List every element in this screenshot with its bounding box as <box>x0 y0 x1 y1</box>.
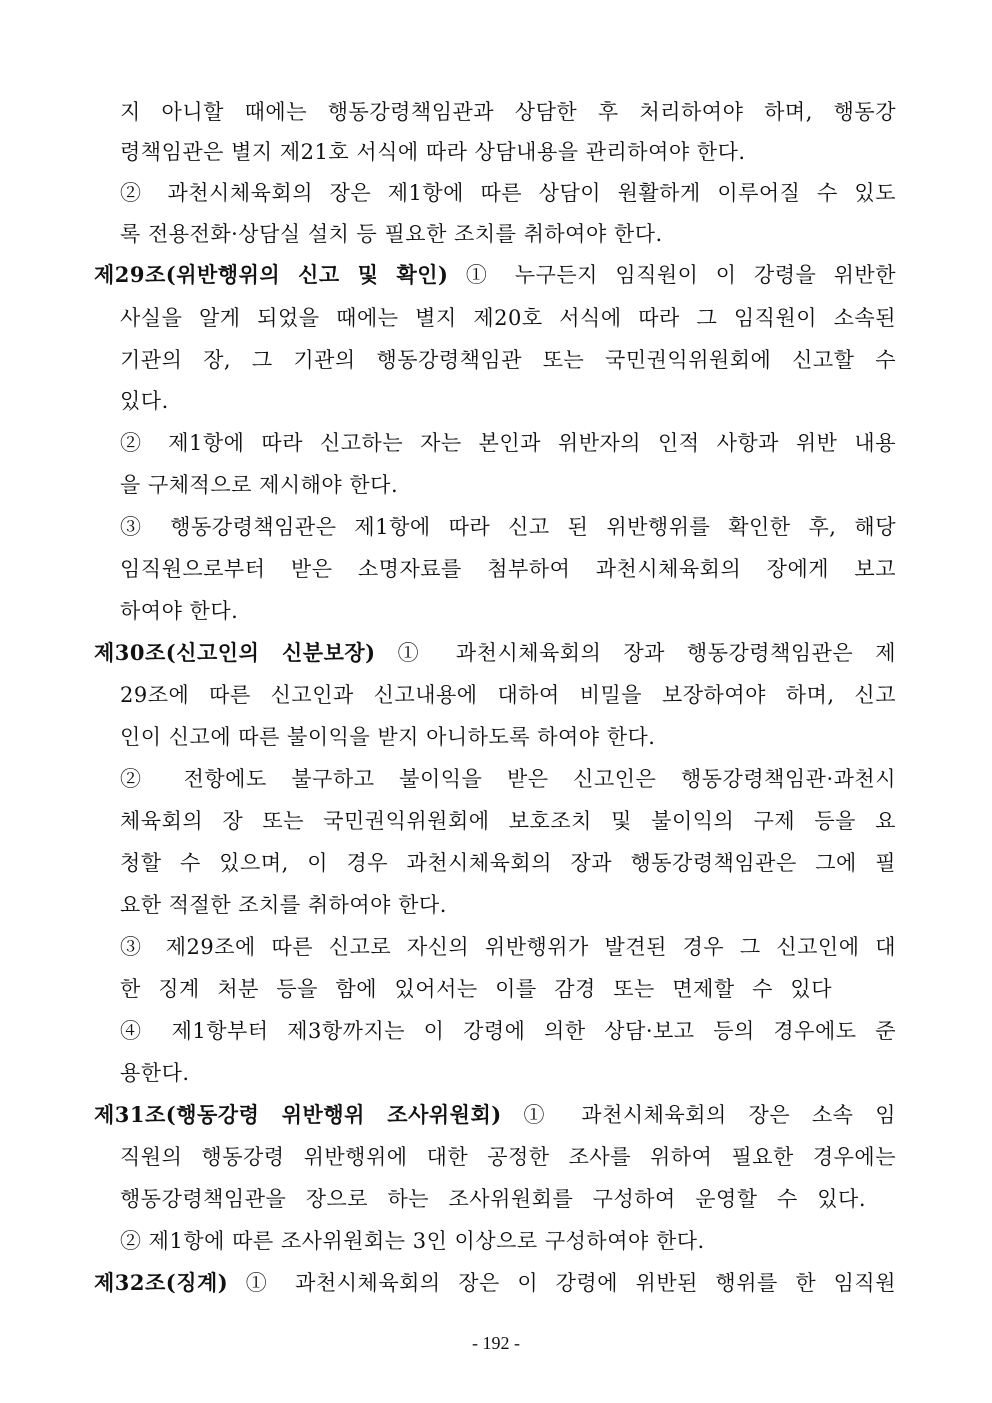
body-line <box>120 345 896 375</box>
line-text: 하여야 한다. <box>120 599 239 623</box>
line-text: 청할 수 있으며, 이 경우 과천시체육회의 장과 행동강령책임관은 그에 필 <box>120 851 896 875</box>
body-line <box>120 680 896 710</box>
line-text: 령책임관은 별지 제21호 서식에 따라 상담내용을 관리하여야 한다. <box>120 140 746 164</box>
article-31-heading-line <box>94 1100 896 1130</box>
body-line <box>120 1016 896 1046</box>
article-29-heading-line <box>94 260 896 290</box>
article-title: 제32조(징계) <box>94 1270 229 1295</box>
line-text: 29조에 따른 신고인과 신고내용에 대하여 비밀을 보장하여야 하며, 신고 <box>120 683 896 707</box>
body-line <box>120 470 896 500</box>
line-text: ① 누구든지 임직원이 이 강령을 위반한 <box>448 263 896 287</box>
body-line <box>120 596 896 626</box>
article-32-heading-line <box>94 1268 896 1298</box>
line-text: 있다. <box>120 389 169 413</box>
body-line <box>120 137 896 167</box>
body-line <box>120 722 896 752</box>
line-text: ① 과천시체육회의 장과 행동강령책임관은 제 <box>375 641 896 665</box>
body-line <box>120 1142 896 1172</box>
line-text: ② 전항에도 불구하고 불이익을 받은 신고인은 행동강령책임관·과천시 <box>120 767 896 791</box>
line-text: 요한 적절한 조치를 취하여야 한다. <box>120 893 447 917</box>
body-line <box>120 764 896 794</box>
body-line <box>120 428 896 458</box>
body-line <box>120 806 896 836</box>
body-line <box>120 974 832 1004</box>
page-number: - 192 - <box>472 1333 520 1353</box>
line-text: 록 전용전화·상담실 설치 등 필요한 조치를 취하여야 한다. <box>120 222 663 246</box>
article-title: 제31조(행동강령 위반행위 조사위원회) <box>94 1102 502 1127</box>
body-line <box>120 386 896 416</box>
body-line <box>120 178 896 208</box>
body-line <box>120 848 896 878</box>
body-line <box>120 219 896 249</box>
body-line <box>120 1058 896 1088</box>
body-line <box>120 890 896 920</box>
line-text: 기관의 장, 그 기관의 행동강령책임관 또는 국민권익위원회에 신고할 수 <box>120 348 896 372</box>
line-text: ③ 행동강령책임관은 제1항에 따라 신고 된 위반행위를 확인한 후, 해당 <box>120 515 896 539</box>
line-text: ① 과천시체육회의 장은 이 강령에 위반된 행위를 한 임직원 <box>228 1271 896 1295</box>
line-text: ② 제1항에 따라 신고하는 자는 본인과 위반자의 인적 사항과 위반 내용 <box>120 431 896 455</box>
line-text: 을 구체적으로 제시해야 한다. <box>120 473 399 497</box>
line-text: 한 징계 처분 등을 함에 있어서는 이를 감경 또는 면제할 수 있다 <box>120 977 832 1001</box>
line-text: 인이 신고에 따른 불이익을 받지 아니하도록 하여야 한다. <box>120 725 656 749</box>
line-text: 직원의 행동강령 위반행위에 대한 공정한 조사를 위하여 필요한 경우에는 <box>120 1145 896 1169</box>
line-text: 행동강령책임관을 장으로 하는 조사위원회를 구성하여 운영할 수 있다. <box>120 1187 866 1211</box>
line-text: 용한다. <box>120 1061 190 1085</box>
body-line <box>120 512 896 542</box>
line-text: 지 아니할 때에는 행동강령책임관과 상담한 후 처리하여야 하며, 행동강 <box>120 100 896 124</box>
body-line <box>120 1184 866 1214</box>
line-text: ④ 제1항부터 제3항까지는 이 강령에 의한 상담·보고 등의 경우에도 준 <box>120 1019 896 1043</box>
line-text: 체육회의 장 또는 국민권익위원회에 보호조치 및 불이익의 구제 등을 요 <box>120 809 896 833</box>
body-line <box>120 932 896 962</box>
line-text: ② 제1항에 따른 조사위원회는 3인 이상으로 구성하여야 한다. <box>120 1229 705 1253</box>
article-30-heading-line <box>94 638 896 668</box>
line-text: ③ 제29조에 따른 신고로 자신의 위반행위가 발견된 경우 그 신고인에 대 <box>120 935 896 959</box>
article-title: 제29조(위반행위의 신고 및 확인) <box>94 262 449 287</box>
line-text: ② 과천시체육회의 장은 제1항에 따른 상담이 원활하게 이루어질 수 있도 <box>120 181 896 205</box>
body-line <box>120 97 896 127</box>
line-text: 사실을 알게 되었을 때에는 별지 제20호 서식에 따라 그 임직원이 소속된 <box>120 306 896 330</box>
body-line <box>120 303 896 333</box>
line-text: 임직원으로부터 받은 소명자료를 첨부하여 과천시체육회의 장에게 보고 <box>120 557 896 581</box>
line-text: ① 과천시체육회의 장은 소속 임 <box>501 1103 896 1127</box>
article-title: 제30조(신고인의 신분보장) <box>94 640 376 665</box>
body-line <box>120 1226 896 1256</box>
body-line <box>120 554 896 584</box>
